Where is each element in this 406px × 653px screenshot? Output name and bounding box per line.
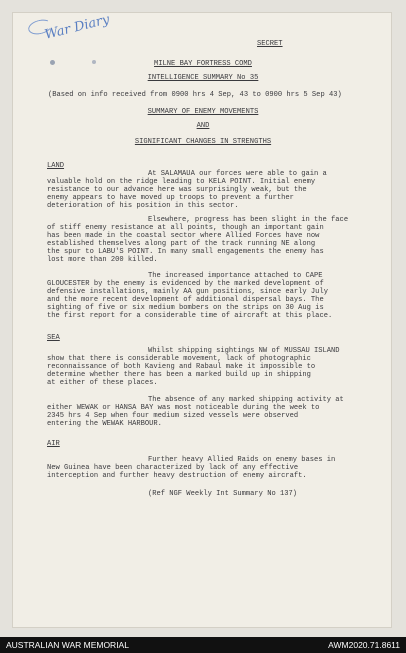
- land-p3-line: defensive installations, mainly AA gun positions, since early July: [47, 288, 328, 296]
- sea-p1-line: determine whether there has been a marked build up in shipping: [47, 371, 311, 379]
- sea-p1-line: at either of these places.: [47, 379, 158, 387]
- classification-label: SECRET: [257, 40, 283, 48]
- summary-heading-changes: SIGNIFICANT CHANGES IN STRENGTHS: [134, 138, 272, 146]
- sea-p1-line: Whilst shipping sightings NW of MUSSAU ISLAND: [148, 347, 340, 355]
- land-p1-line: resistance to our advance here was surprisingly weak, but the: [47, 186, 307, 194]
- land-p3-line: the first report for a considerable time of aircraft at this place.: [47, 312, 333, 320]
- archive-footer: [0, 637, 406, 653]
- basis-line: (Based on info received from 0900 hrs 4 Sep, 43 to 0900 hrs 5 Sep 43): [48, 91, 342, 99]
- land-p2-line: established themselves along part of the track running NE along: [47, 240, 316, 248]
- sea-p1-line: reconnaissance of both Kavieng and Rabaul make it impossible to: [47, 363, 316, 371]
- section-label-air: AIR: [47, 440, 60, 448]
- land-p1-line: deterioration of his position in this sector.: [47, 202, 239, 210]
- section-label-sea: SEA: [47, 334, 60, 342]
- sea-p2-line: The absence of any marked shipping activity at: [148, 396, 344, 404]
- air-p1-line: New Guinea have been characterized by lack of any effective: [47, 464, 299, 472]
- land-p2-line: Elsewhere, progress has been slight in the face: [148, 216, 349, 224]
- summary-heading: SUMMARY OF ENEMY MOVEMENTS: [147, 108, 259, 116]
- land-p2-line: the spur to LABU'S POINT. In many small engagements the enemy has: [47, 248, 324, 256]
- section-label-land: LAND: [47, 162, 65, 170]
- air-p1-line: interception and further heavy destruction of enemy aircraft.: [47, 472, 307, 480]
- sea-p1-line: show that there is considerable movement, lack of photographic: [47, 355, 311, 363]
- land-p2-line: has been made in the coastal sector where Allied Forces have now: [47, 232, 320, 240]
- land-p3-line: GLOUCESTER by the enemy is evidenced by the marked development of: [47, 280, 324, 288]
- land-p3-line: sighting of five or six medium bombers on the strips on 30 Aug is: [47, 304, 324, 312]
- footer-institution: AUSTRALIAN WAR MEMORIAL: [6, 640, 129, 650]
- document-title: MILNE BAY FORTRESS COMD: [154, 60, 252, 68]
- land-p2-line: of stiff enemy resistance at all points, though an important gain: [47, 224, 324, 232]
- sea-p2-line: entering the WEWAK HARBOUR.: [47, 420, 162, 428]
- land-p3-line: The increased importance attached to CAPE: [148, 272, 323, 280]
- footer-accession-number: AWM2020.71.8611: [328, 640, 400, 650]
- document-subtitle: INTELLIGENCE SUMMARY No 35: [147, 74, 259, 82]
- reference-line: (Ref NGF Weekly Int Summary No 137): [148, 490, 297, 498]
- land-p1-line: valuable hold on the ridge leading to KELA POINT. Initial enemy: [47, 178, 316, 186]
- sea-p2-line: 2345 hrs 4 Sep when four medium sized vessels were observed: [47, 412, 299, 420]
- sea-p2-line: either WEWAK or HANSA BAY was most noticeable during the week to: [47, 404, 320, 412]
- land-p3-line: and the more recent development of additional dispersal bays. The: [47, 296, 324, 304]
- land-p2-line: lost more than 200 killed.: [47, 256, 158, 264]
- air-p1-line: Further heavy Allied Raids on enemy bases in: [148, 456, 336, 464]
- handwritten-annotation: War Diary: [43, 12, 112, 43]
- summary-heading-and: AND: [196, 122, 210, 130]
- land-p1-line: At SALAMAUA our forces were able to gain a: [148, 170, 327, 178]
- land-p1-line: enemy appears to have moved up troops to prevent a further: [47, 194, 294, 202]
